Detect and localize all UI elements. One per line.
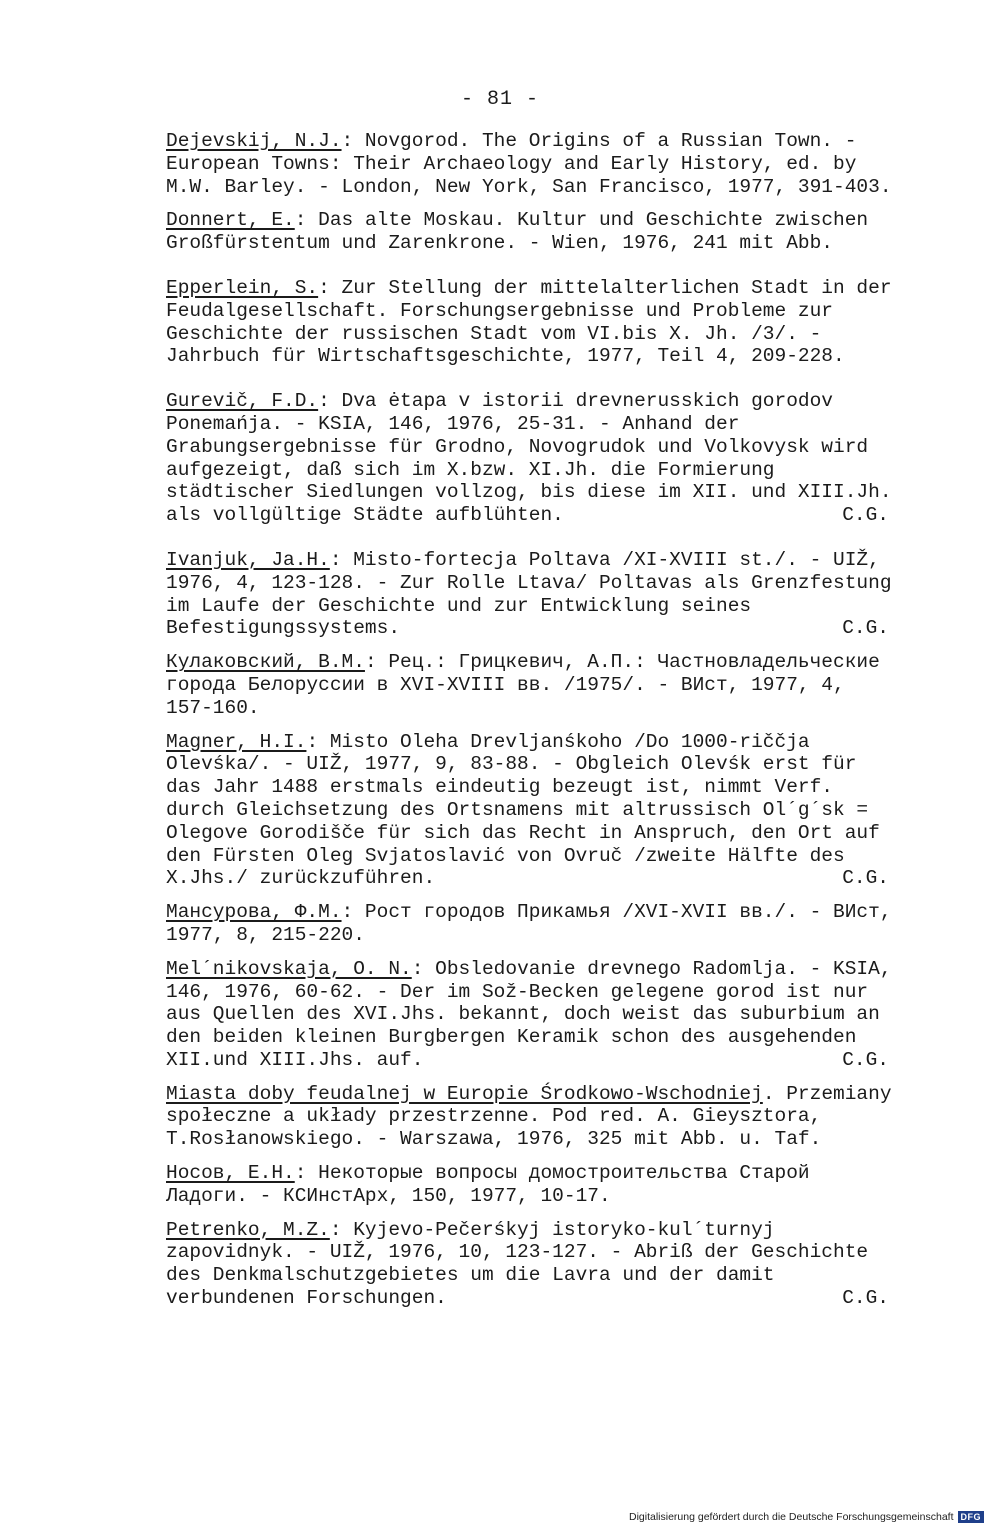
dfg-logo-icon: DFG [958,1511,985,1523]
entry-text: : Novgorod. The Origins of a Russian Town. - European Towns: Their Archaeology and Early History, ed. by M.W. Barley. - London, New York, San Francisco, 1977, 391-403. [166,130,892,198]
entry-signature: C.G. [842,504,889,527]
entry-text: : Misto-fortecja Poltava /XI-XVIII st./. - UIŽ, 1976, 4, 123-128. - Zur Rolle Ltava/ Poltavas als Grenzfestung im Laufe der Geschichte und zur Entwicklung seines Befestigungssystems. [166,548,904,640]
entry-text: : Некоторые вопросы домостроительства Старой Ладоги. - КСИнстАрх, 150, 1977, 10-17. [166,1162,822,1207]
digitization-footer [629,1511,984,1523]
entry-text: : Рост городов Прикамья /XVI-XVII вв./. - ВИст, 1977, 8, 215-220. [166,901,904,946]
entry-text: : Obsledovanie drevnego Radomlja. - KSIA, 146, 1976, 60-62. - Der im Sož-Becken gelegene gorod ist nur aus Quellen des XVI.Jhs. bekannt, doch weist das suburbium an den beiden kleinen Burgbergen Keramik schon des ausgehenden XII.und XIII.Jhs. auf. [166,957,904,1071]
bibliography-entry [166,130,901,198]
entry-author: Dejevskij, N.J. [166,130,342,152]
entry-signature: C.G. [842,1287,889,1310]
entry-text: : Kyjevo-Pečerśkyj istoryko-kul´turnyj zapovidnyk. - UIŽ, 1976, 10, 123-127. - Abriß der Geschichte des Denkmalschutzgebietes um die Lavra und der damit verbundenen Forschungen. [166,1218,880,1310]
bibliography-entry [166,209,901,255]
entry-author: Miasta doby feudalnej w Europie Środkowo-Wschodniej [166,1082,763,1105]
entry-signature: C.G. [842,617,889,640]
bibliography-entry [166,731,901,891]
bibliography-entry [166,651,901,719]
bibliography-entry [166,957,904,1072]
entry-signature: C.G. [842,867,889,890]
entry-author: Носов, Е.Н. [166,1162,295,1185]
bibliography-entry [166,276,904,368]
footer-text: Digitalisierung gefördert durch die Deutsche Forschungsgemeinschaft [628,1511,954,1523]
entry-text: : Das alte Moskau. Kultur und Geschichte zwischen Großfürstentum und Zarenkrone. - Wien, 1976, 241 mit Abb. [166,209,880,255]
bibliography-entry [166,1162,901,1208]
entry-text: : Zur Stellung der mittelalterlichen Stadt in der Feudalgesellschaft. Forschungsergebnisse und Probleme zur Geschichte der russischen Stadt vom VI.bis X. Jh. /3/. - Jahrbuch für Wirtschaftsgeschichte, 1977, Teil 4, 209-228. [166,276,904,368]
entry-author: Donnert, E. [166,209,295,232]
page-number: - 81 - [460,88,539,111]
entry-text: : Misto Oleha Drevljanśkoho /Do 1000-riččja Olevśka/. - UIŽ, 1977, 9, 83-88. - Obgleich Olevśk erst für das Jahr 1488 erstmals eindeutig bezeugt ist, nimmt Verf. durch Gleichsetzung des Ortsnamens mit altrussisch Ol´g´sk = Olegove Gorodišče für sich das Recht in Anspruch, den Ort auf den Fürsten Oleg Svjatoslavić von Ovruč /zweite Hälfte des X.Jhs./ zurückzuführen. [166,730,892,890]
entry-author: Epperlein, S. [166,276,319,299]
entry-text: : Рец.: Грицкевич, А.П.: Частновладельческие города Белоруссии в XVI-XVIII вв. /1975/. - ВИст, 1977, 4, 157-160. [166,651,892,719]
bibliography-entry [166,1219,901,1310]
entry-author: Petrenko, M.Z. [166,1218,330,1241]
entry-signature: C.G. [842,1048,889,1071]
entry-author: Magner, H.I. [166,730,307,753]
bibliography-entry [166,548,904,640]
bibliography-entry [166,390,904,527]
bibliography-entry [166,1082,904,1151]
entry-author: Кулаковский, В.М. [166,651,365,674]
entry-text: : Dva ėtapa v istorii drevnerusskich gorodov Ponemańja. - KSIA, 146, 1976, 25-31. - Anhand der Grabungsergebnisse für Grodno, Novogrudok und Volkovysk wird aufgezeigt, daß sich im X.bzw. XI.Jh. die Formierung städtischer Siedlungen vollzog, bis diese im XII. und XIII.Jh. als vollgültige Städte aufblühten. [166,390,904,527]
entry-author: Mel´nikovskaja, O. N. [166,957,412,980]
entry-author: Ivanjuk, Ja.H. [166,548,330,571]
entry-author: Мансурова, Ф.М. [166,901,342,924]
entry-text: . Przemiany społeczne a układy przestrzenne. Pod red. A. Gieysztora, T.Rosłanowskiego. - Warszawa, 1976, 325 mit Abb. u. Taf. [166,1082,904,1151]
bibliography-entry [166,901,904,947]
bibliography-list [166,130,904,1321]
entry-author: Gurevič, F.D. [166,390,319,413]
